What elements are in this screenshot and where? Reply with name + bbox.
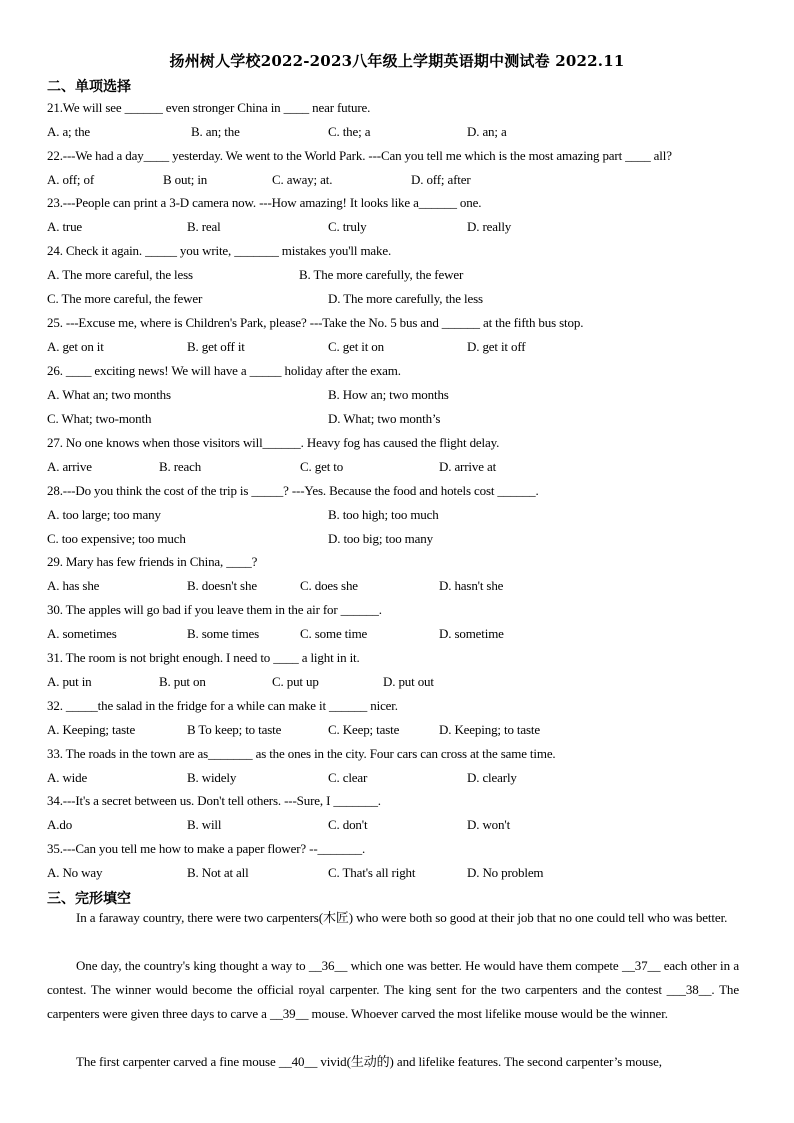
option-c: C. does she bbox=[300, 578, 358, 593]
option-a: A. No way bbox=[47, 865, 103, 880]
section-heading-cloze: 三、完形填空 bbox=[47, 891, 131, 907]
option-b: B To keep; to taste bbox=[187, 722, 282, 737]
passage-paragraph-2: One day, the country's king thought a way to __36__ which one was better. He would have them compete __37__ each other in a contest. The winner would become the official royal carpenter. The king sent for the two carpenters and the contest ___38__. The carpenters were given three days to carve a __39__ mouse. Whoever carved the most lifelike mouse would be the winner. bbox=[47, 958, 739, 1021]
option-b: B. The more carefully, the fewer bbox=[299, 267, 464, 282]
option-a: A. arrive bbox=[47, 459, 92, 474]
option-a: A. Keeping; taste bbox=[47, 722, 136, 737]
option-a: A. wide bbox=[47, 770, 88, 785]
option-c: C. get it on bbox=[328, 339, 384, 354]
question-22: 22.---We had a day____ yesterday. We went to the World Park. ---Can you tell me which is the most amazing part ____ all? bbox=[47, 148, 672, 163]
option-d: D. put out bbox=[383, 674, 434, 689]
option-a: A. put in bbox=[47, 674, 92, 689]
options-28-row1 bbox=[47, 507, 767, 525]
option-b: B. get off it bbox=[187, 339, 245, 354]
option-b: B. an; the bbox=[191, 124, 240, 139]
option-c: C. too expensive; too much bbox=[47, 531, 186, 546]
option-c: C. Keep; taste bbox=[328, 722, 400, 737]
option-b: B. will bbox=[187, 817, 222, 832]
option-b: B. too high; too much bbox=[328, 507, 439, 522]
option-b: B. doesn't she bbox=[187, 578, 257, 593]
options-26-row1 bbox=[47, 387, 767, 405]
options-21 bbox=[47, 124, 767, 142]
option-c: C. the; a bbox=[328, 124, 371, 139]
option-c: C. don't bbox=[328, 817, 368, 832]
option-c: C. That's all right bbox=[328, 865, 416, 880]
option-a: A. has she bbox=[47, 578, 100, 593]
option-b: B. real bbox=[187, 219, 221, 234]
options-30 bbox=[47, 626, 767, 644]
option-b: B. How an; two months bbox=[328, 387, 449, 402]
option-c: C. away; at. bbox=[272, 172, 333, 187]
passage-paragraph-3: The first carpenter carved a fine mouse __40__ vivid(生动的) and lifelike features. The second carpenter’s mouse, bbox=[76, 1054, 662, 1069]
options-23 bbox=[47, 219, 767, 237]
question-28: 28.---Do you think the cost of the trip is _____? ---Yes. Because the food and hotels cost ______. bbox=[47, 483, 539, 498]
section-heading-multiple-choice: 二、单项选择 bbox=[47, 79, 131, 95]
options-27 bbox=[47, 459, 767, 477]
option-d: D. sometime bbox=[439, 626, 504, 641]
question-21: 21.We will see ______ even stronger China in ____ near future. bbox=[47, 100, 371, 115]
option-d: D. off; after bbox=[411, 172, 471, 187]
options-34 bbox=[47, 817, 767, 835]
options-24-row2 bbox=[47, 291, 767, 309]
option-b: B. some times bbox=[187, 626, 260, 641]
options-35 bbox=[47, 865, 767, 883]
option-d: D. won't bbox=[467, 817, 511, 832]
question-23: 23.---People can print a 3-D camera now. ---How amazing! It looks like a______ one. bbox=[47, 195, 482, 210]
question-31: 31. The room is not bright enough. I need to ____ a light in it. bbox=[47, 650, 360, 665]
options-31 bbox=[47, 674, 767, 692]
option-d: D. an; a bbox=[467, 124, 507, 139]
option-d: D. get it off bbox=[467, 339, 526, 354]
question-35: 35.---Can you tell me how to make a paper flower? --_______. bbox=[47, 841, 366, 856]
option-d: D. arrive at bbox=[439, 459, 497, 474]
option-d: D. really bbox=[467, 219, 512, 234]
options-24-row1 bbox=[47, 267, 767, 285]
option-d: D. What; two month’s bbox=[328, 411, 441, 426]
option-c: C. put up bbox=[272, 674, 319, 689]
question-32: 32. _____the salad in the fridge for a while can make it ______ nicer. bbox=[47, 698, 398, 713]
option-d: D. hasn't she bbox=[439, 578, 504, 593]
option-c: C. The more careful, the fewer bbox=[47, 291, 203, 306]
question-29: 29. Mary has few friends in China, ____? bbox=[47, 554, 258, 569]
option-a: A. true bbox=[47, 219, 83, 234]
option-a: A. a; the bbox=[47, 124, 91, 139]
option-d: D. Keeping; to taste bbox=[439, 722, 540, 737]
option-d: D. No problem bbox=[467, 865, 544, 880]
option-b: B. put on bbox=[159, 674, 206, 689]
option-c: C. What; two-month bbox=[47, 411, 152, 426]
options-26-row2 bbox=[47, 411, 767, 429]
question-30: 30. The apples will go bad if you leave them in the air for ______. bbox=[47, 602, 382, 617]
option-a: A. What an; two months bbox=[47, 387, 171, 402]
option-d: D. clearly bbox=[467, 770, 517, 785]
option-c: C. clear bbox=[328, 770, 368, 785]
option-a: A. get on it bbox=[47, 339, 104, 354]
option-a: A. The more careful, the less bbox=[47, 267, 193, 282]
question-26: 26. ____ exciting news! We will have a _____ holiday after the exam. bbox=[47, 363, 401, 378]
option-b: B out; in bbox=[163, 172, 208, 187]
option-c: C. get to bbox=[300, 459, 344, 474]
option-a: A. off; of bbox=[47, 172, 95, 187]
question-24: 24. Check it again. _____ you write, _______ mistakes you'll make. bbox=[47, 243, 392, 258]
passage-paragraph-1: In a faraway country, there were two carpenters(木匠) who were both so good at their job that no one could tell who was better. bbox=[76, 910, 728, 925]
option-b: B. Not at all bbox=[187, 865, 249, 880]
options-33 bbox=[47, 770, 767, 788]
option-c: C. truly bbox=[328, 219, 367, 234]
option-d: D. The more carefully, the less bbox=[328, 291, 483, 306]
option-d: D. too big; too many bbox=[328, 531, 433, 546]
option-c: C. some time bbox=[300, 626, 368, 641]
options-22 bbox=[47, 172, 767, 190]
options-29 bbox=[47, 578, 767, 596]
option-b: B. widely bbox=[187, 770, 237, 785]
options-28-row2 bbox=[47, 531, 767, 549]
option-b: B. reach bbox=[159, 459, 202, 474]
option-a: A. sometimes bbox=[47, 626, 117, 641]
option-a: A.do bbox=[47, 817, 73, 832]
options-25 bbox=[47, 339, 767, 357]
question-34: 34.---It's a secret between us. Don't tell others. ---Sure, I _______. bbox=[47, 793, 381, 808]
question-27: 27. No one knows when those visitors will______. Heavy fog has caused the flight delay. bbox=[47, 435, 500, 450]
page-title: 扬州树人学校2022-2023八年级上学期英语期中测试卷 2022.11 bbox=[169, 52, 625, 70]
options-32 bbox=[47, 722, 767, 740]
question-33: 33. The roads in the town are as_______ as the ones in the city. Four cars can cross at the same time. bbox=[47, 746, 556, 761]
question-25: 25. ---Excuse me, where is Children's Park, please? ---Take the No. 5 bus and ______ at the fifth bus stop. bbox=[47, 315, 584, 330]
option-a: A. too large; too many bbox=[47, 507, 161, 522]
